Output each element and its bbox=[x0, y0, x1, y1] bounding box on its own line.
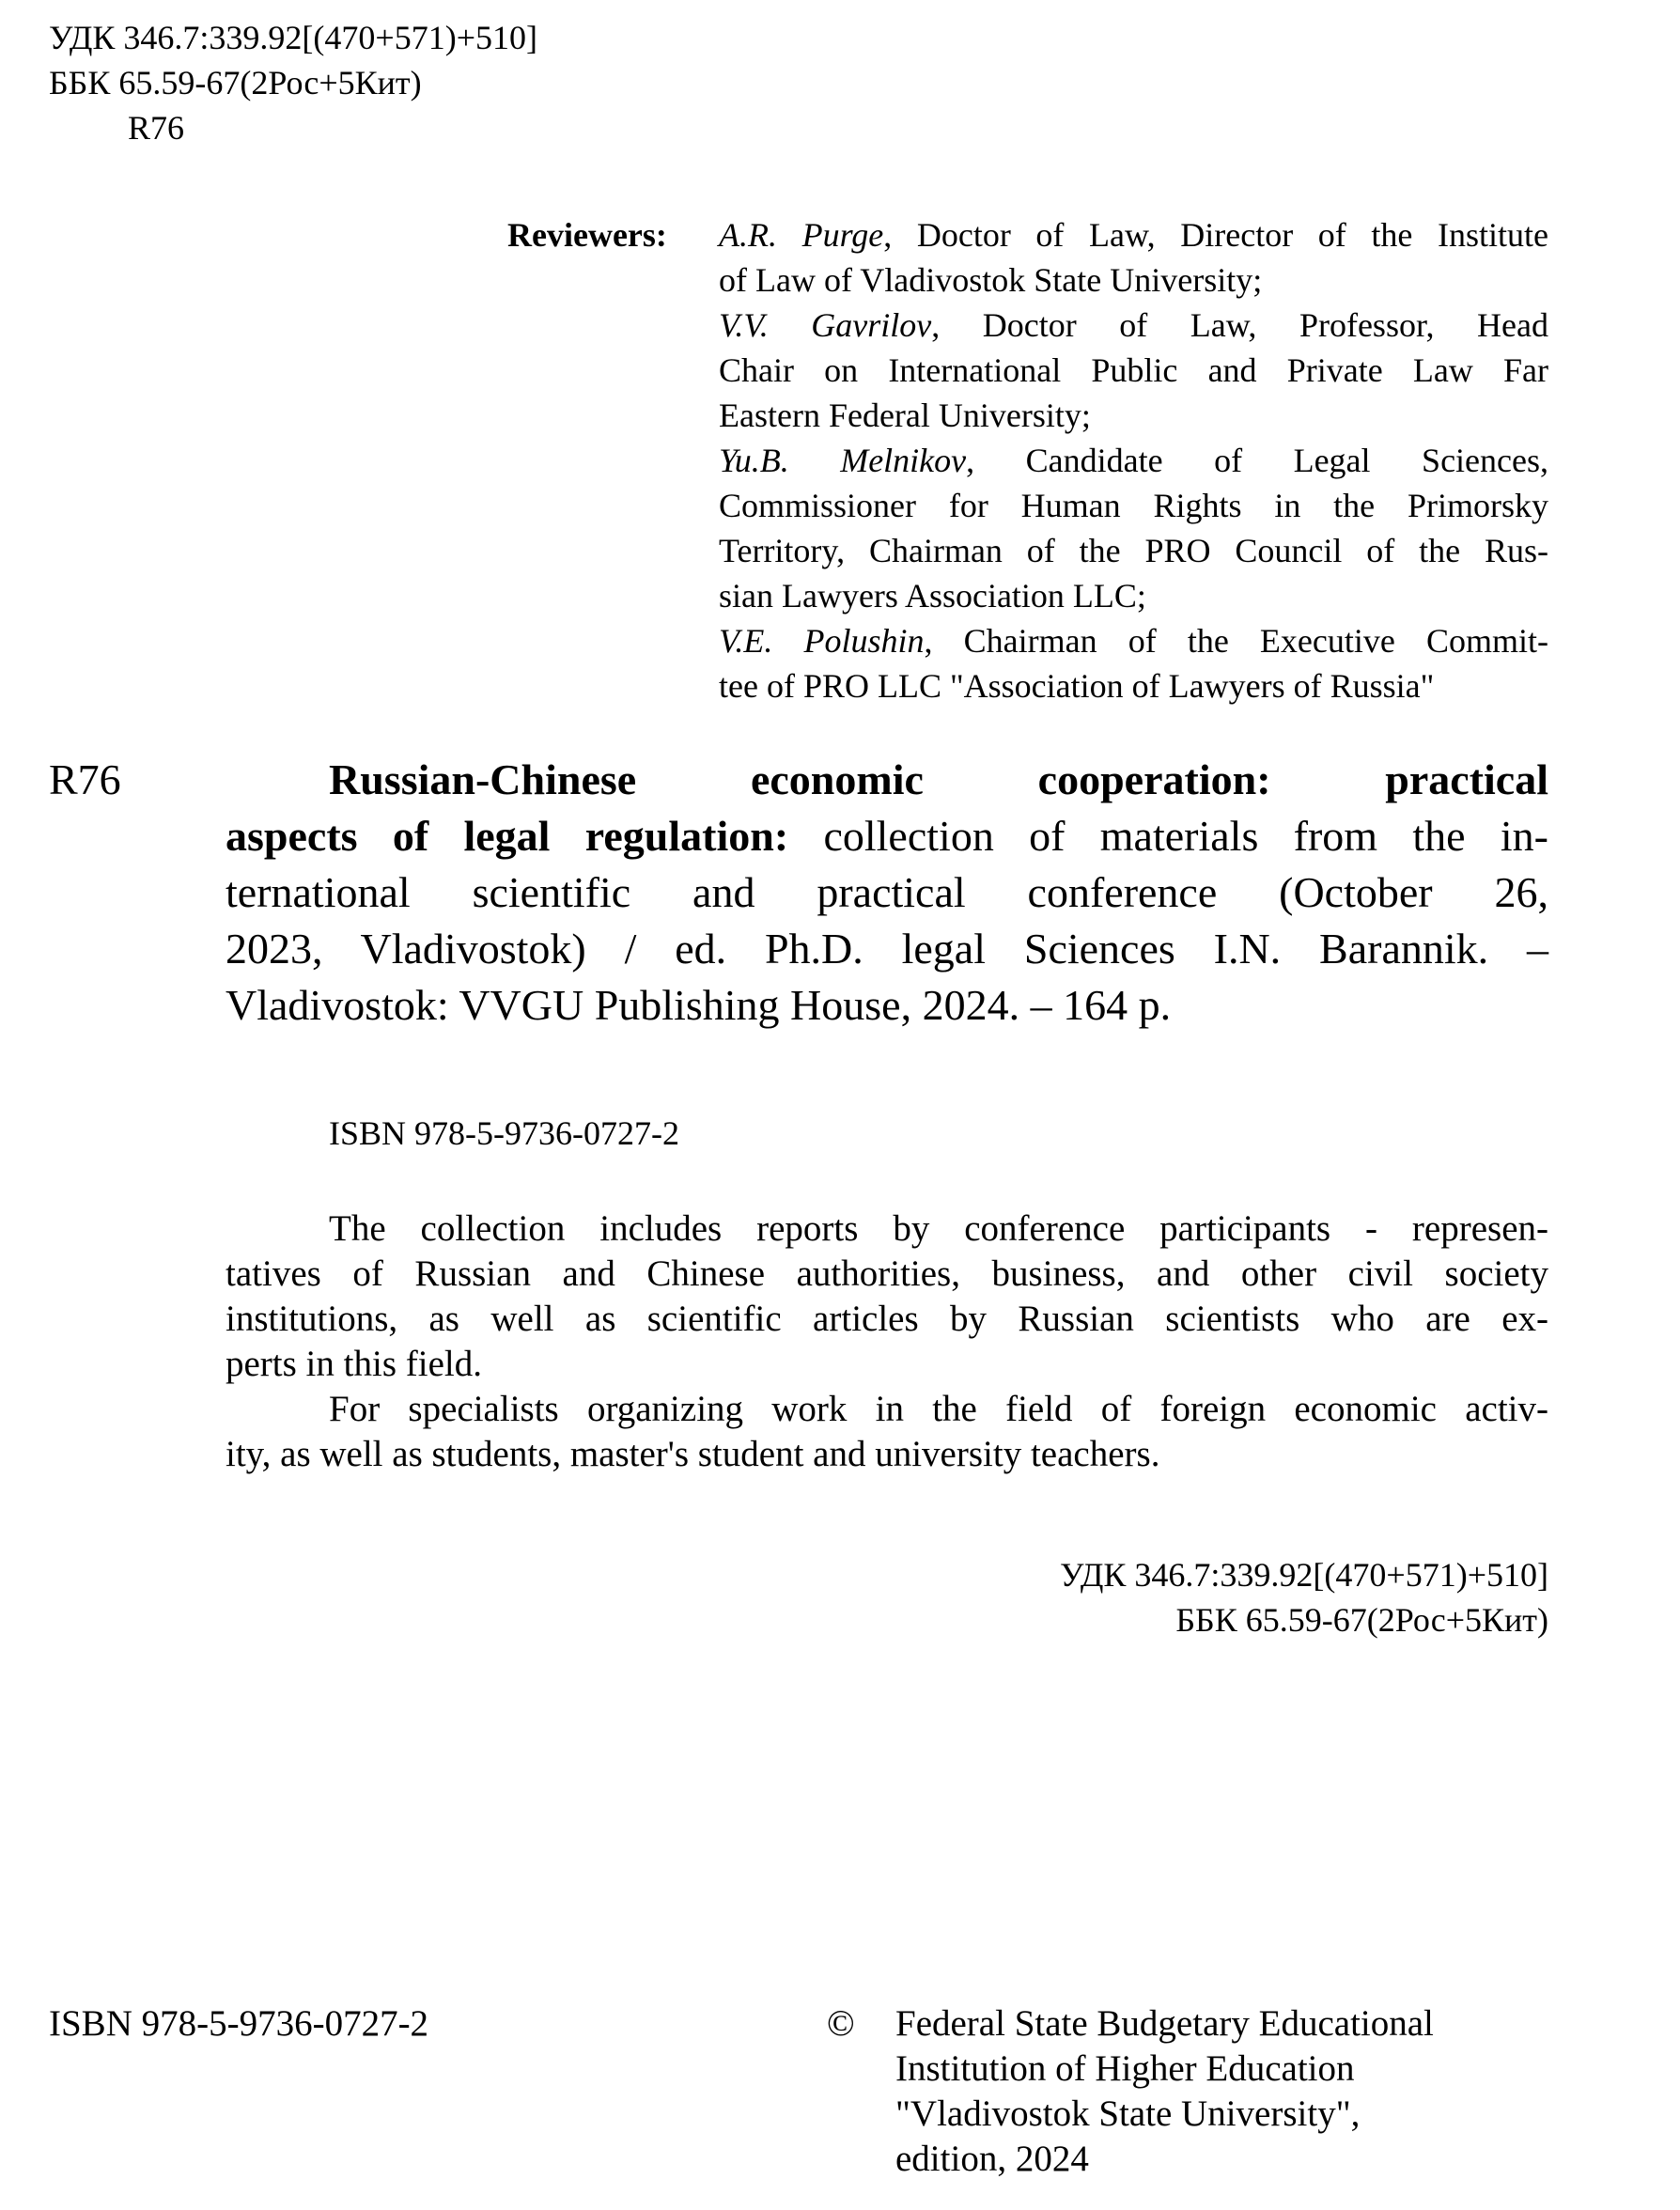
book-line3: ternational scientific and practical conference (October 26, bbox=[226, 868, 1548, 916]
copyright-line: Institution of Higher Education bbox=[895, 2048, 1355, 2089]
reviewer-name: V.E. Polushin bbox=[719, 622, 925, 660]
reviewer-line: Eastern Federal University; bbox=[719, 397, 1091, 434]
reviewer-line: Chair on International Public and Private Law Far bbox=[719, 351, 1548, 389]
reviewer-line: V.E. Polushin, Chairman of the Executive Commit- bbox=[719, 622, 1549, 660]
copyright-holder bbox=[895, 2001, 1553, 2182]
reviewer-line: sian Lawyers Association LLC; bbox=[719, 577, 1146, 615]
reviewer-name: A.R. Purge bbox=[719, 216, 884, 254]
reviewer-line: V.V. Gavrilov, Doctor of Law, Professor, Head bbox=[719, 306, 1548, 344]
annotation-line: ity, as well as students, master's student and university teachers. bbox=[226, 1434, 1160, 1474]
book-title-line2: aspects of legal regulation: collection of materials from the in- bbox=[226, 812, 1549, 860]
book-line4: 2023, Vladivostok) / ed. Ph.D. legal Sciences I.N. Barannik. – bbox=[226, 925, 1548, 973]
reviewer-line: Territory, Chairman of the PRO Council of the Rus- bbox=[719, 532, 1548, 569]
annotation-line: institutions, as well as scientific articles by Russian scientists who are ex- bbox=[226, 1299, 1548, 1339]
reviewer-line: of Law of Vladivostok State University; bbox=[719, 261, 1263, 299]
reviewer-name: V.V. Gavrilov bbox=[719, 306, 932, 344]
bbk-code: ББК 65.59-67(2Рос+5Кит) bbox=[49, 64, 422, 101]
reviewers-label: Reviewers: bbox=[507, 216, 667, 254]
reviewer-name: Yu.B. Melnikov bbox=[719, 442, 967, 479]
book-title-line1: Russian-Chinese economic cooperation: practical bbox=[329, 755, 1548, 803]
annotation-line: perts in this field. bbox=[226, 1344, 482, 1384]
reviewers-list bbox=[719, 212, 1548, 708]
classification-footer bbox=[1060, 1552, 1548, 1642]
annotation-line: For specialists organizing work in the field of foreign economic activ- bbox=[329, 1389, 1548, 1429]
isbn-main: ISBN 978-5-9736-0727-2 bbox=[329, 1114, 679, 1152]
udk-code: УДК 346.7:339.92[(470+571)+510] bbox=[49, 19, 537, 56]
copyright-line: "Vladivostok State University", bbox=[895, 2093, 1361, 2134]
copyright-symbol: © bbox=[827, 2003, 855, 2044]
reviewer-line: tee of PRO LLC "Association of Lawyers of Russia" bbox=[719, 667, 1435, 705]
book-line5: Vladivostok: VVGU Publishing House, 2024. – 164 p. bbox=[226, 981, 1172, 1029]
annotation bbox=[226, 1206, 1548, 1477]
book-author-mark: R76 bbox=[49, 755, 121, 803]
footer-isbn: ISBN 978-5-9736-0727-2 bbox=[49, 2003, 429, 2044]
reviewer-line: Yu.B. Melnikov, Candidate of Legal Sciences, bbox=[719, 442, 1548, 479]
classification-header bbox=[49, 15, 537, 150]
copyright-line: edition, 2024 bbox=[895, 2139, 1089, 2179]
reviewer-line: A.R. Purge, Doctor of Law, Director of the Institute bbox=[719, 216, 1548, 254]
reviewer-line: Commissioner for Human Rights in the Primorsky bbox=[719, 487, 1548, 524]
annotation-line: tatives of Russian and Chinese authorities, business, and other civil society bbox=[226, 1253, 1548, 1294]
annotation-line: The collection includes reports by conference participants - represen- bbox=[329, 1208, 1548, 1249]
book-description bbox=[226, 752, 1548, 1034]
bbk-code-footer: ББК 65.59-67(2Рос+5Кит) bbox=[1175, 1601, 1548, 1639]
udk-code-footer: УДК 346.7:339.92[(470+571)+510] bbox=[1060, 1556, 1548, 1594]
author-mark: R76 bbox=[128, 109, 185, 147]
copyright-line: Federal State Budgetary Educational bbox=[895, 2003, 1434, 2044]
